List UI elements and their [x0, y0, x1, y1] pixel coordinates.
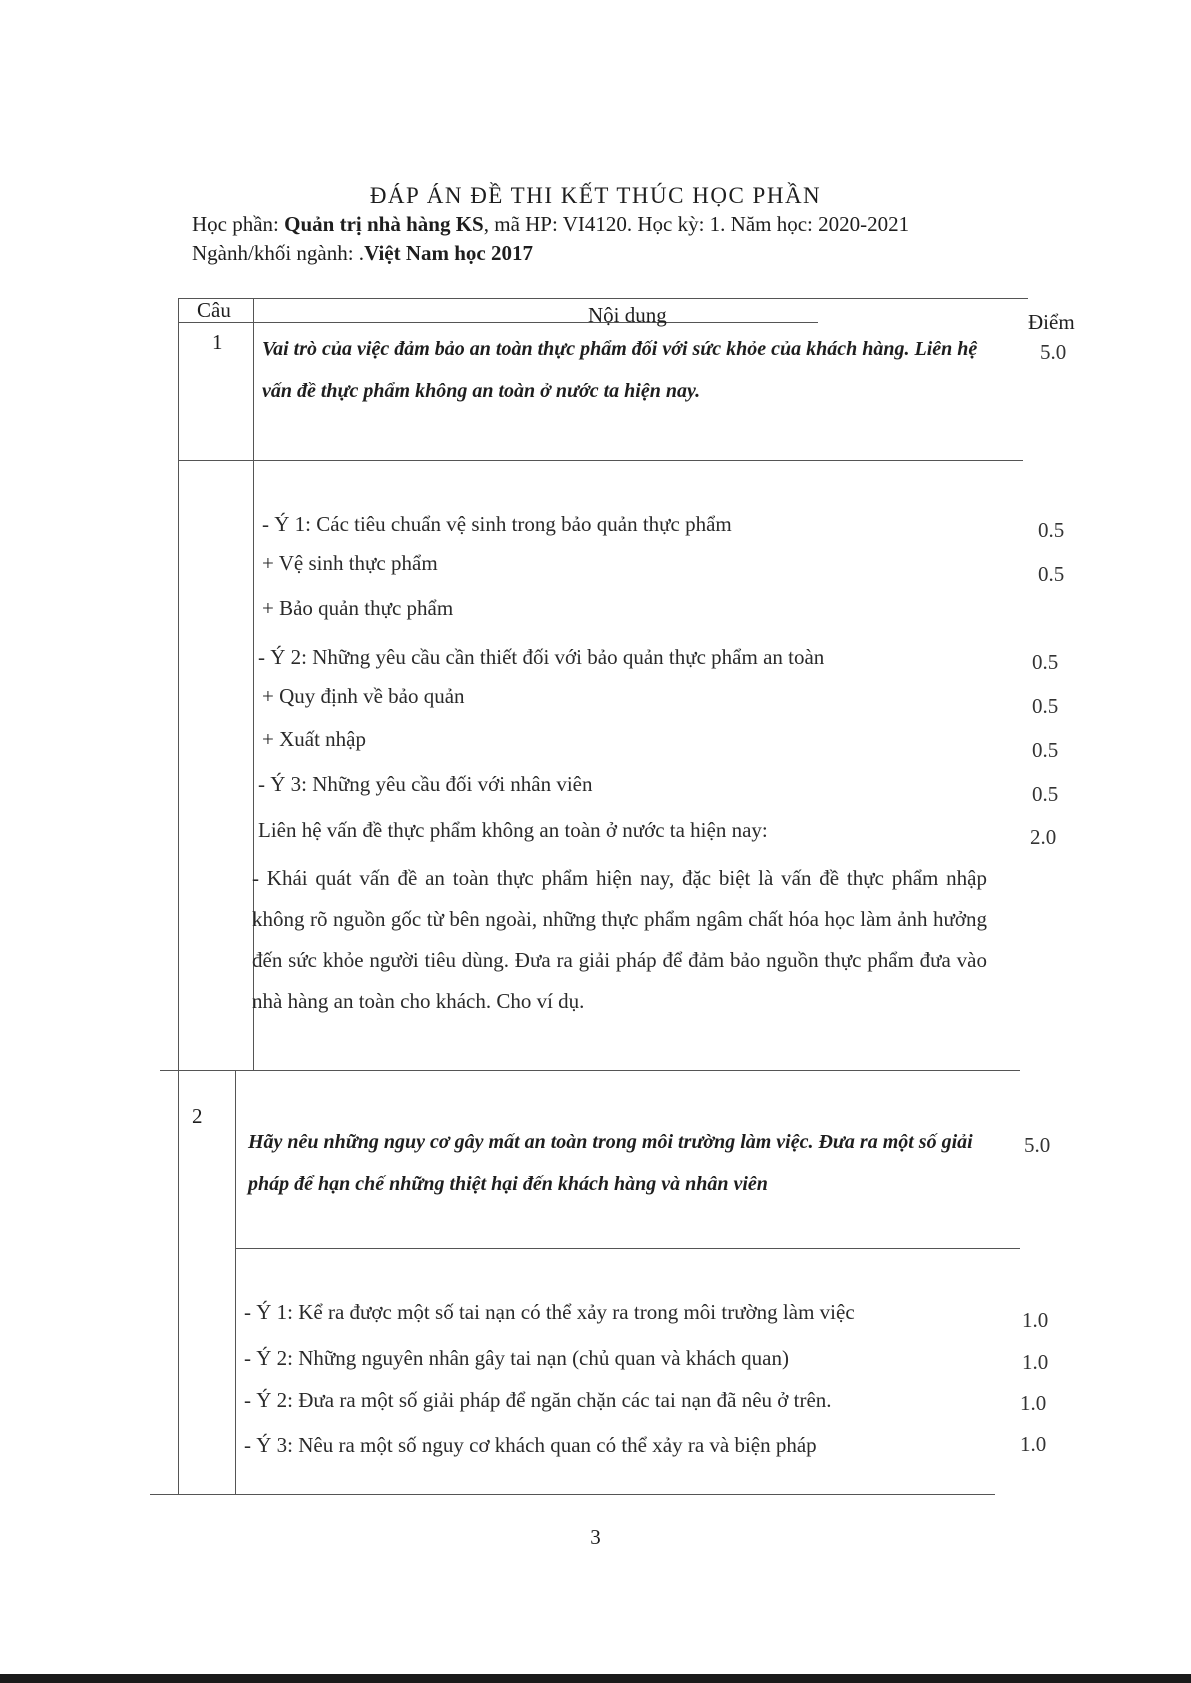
question-text: Vai trò của việc đảm bảo an toàn thực phẩm đối với sức khỏe của khách hàng. Liên hệ vấn đề thực phẩm không an toàn ở nước ta hiện nay.: [262, 338, 978, 402]
scan-edge: [0, 1674, 1191, 1683]
question-number: 1: [212, 330, 223, 354]
answer-item: - Ý 3: Nêu ra một số nguy cơ khách quan có thể xảy ra và biện pháp: [244, 1433, 817, 1457]
question-number: 2: [192, 1104, 203, 1128]
answer-item: Liên hệ vấn đề thực phẩm không an toàn ở nước ta hiện nay:: [258, 818, 768, 842]
item-score: 0.5: [1038, 562, 1065, 586]
item-score: 0.5: [1038, 518, 1065, 542]
answer-item: + Vệ sinh thực phẩm: [262, 551, 438, 575]
column-divider-q2: [235, 1070, 236, 1494]
answer-item: - Ý 1: Các tiêu chuẩn vệ sinh trong bảo quản thực phẩm: [262, 512, 732, 536]
question-score: 5.0: [1040, 340, 1067, 364]
table-bottom-border: [150, 1494, 995, 1495]
item-score: 0.5: [1032, 650, 1059, 674]
header-bottom-border: [178, 322, 818, 323]
major-label: Ngành/khối ngành: .: [192, 241, 365, 265]
item-score: 1.0: [1020, 1432, 1047, 1456]
page-number: 3: [590, 1525, 601, 1549]
row-divider-q2: [235, 1248, 1020, 1249]
answer-item: - Ý 2: Những nguyên nhân gây tai nạn (chủ quan và khách quan): [244, 1346, 789, 1370]
course-details: , mã HP: VI4120. Học kỳ: 1. Năm học: 2020-2021: [483, 212, 910, 236]
item-score: 2.0: [1030, 825, 1057, 849]
answer-item: - Ý 3: Những yêu cầu đối với nhân viên: [258, 772, 593, 796]
answer-item: - Ý 2: Đưa ra một số giải pháp để ngăn chặn các tai nạn đã nêu ở trên.: [244, 1388, 832, 1412]
table-top-border: [178, 298, 1028, 299]
row-divider-q1: [178, 460, 1023, 461]
course-info: [192, 212, 909, 237]
item-score: 0.5: [1032, 694, 1059, 718]
header-question: Câu: [197, 298, 231, 322]
course-name: Quản trị nhà hàng KS: [284, 212, 484, 236]
row-divider-q1-end: [160, 1070, 1020, 1071]
document-title: ĐÁP ÁN ĐỀ THI KẾT THÚC HỌC PHẦN: [369, 183, 822, 208]
answer-item: - Ý 1: Kể ra được một số tai nạn có thể xảy ra trong môi trường làm việc: [244, 1300, 855, 1324]
answer-item: + Xuất nhập: [262, 727, 366, 751]
header-content: Nội dung: [588, 303, 667, 327]
question-score: 5.0: [1024, 1133, 1051, 1157]
item-score: 1.0: [1022, 1350, 1049, 1374]
header-score: Điểm: [1028, 310, 1075, 334]
major-info: [192, 241, 533, 266]
answer-paragraph: - Khái quát vấn đề an toàn thực phẩm hiện nay, đặc biệt là vấn đề thực phẩm nhập không rõ nguồn gốc từ bên ngoài, những thực phẩm ngâm chất hóa học làm ảnh hưởng đến sức khỏe người tiêu dùng. Đưa ra giải pháp để đảm bảo nguồn thực phẩm đưa vào nhà hàng an toàn cho khách. Cho ví dụ.: [252, 866, 987, 1013]
item-score: 0.5: [1032, 782, 1059, 806]
table-left-border: [178, 298, 179, 1494]
major-name: Việt Nam học 2017: [364, 241, 534, 265]
item-score: 1.0: [1020, 1391, 1047, 1415]
answer-item: + Quy định về bảo quản: [262, 684, 465, 708]
item-score: 0.5: [1032, 738, 1059, 762]
question-text: Hãy nêu những nguy cơ gây mất an toàn trong môi trường làm việc. Đưa ra một số giải pháp để hạn chế những thiệt hại đến khách hàng và nhân viên: [248, 1131, 973, 1195]
answer-item: + Bảo quản thực phẩm: [262, 596, 454, 620]
answer-item: - Ý 2: Những yêu cầu cần thiết đối với bảo quản thực phẩm an toàn: [258, 645, 825, 669]
item-score: 1.0: [1022, 1308, 1049, 1332]
course-label: Học phần:: [192, 212, 279, 236]
